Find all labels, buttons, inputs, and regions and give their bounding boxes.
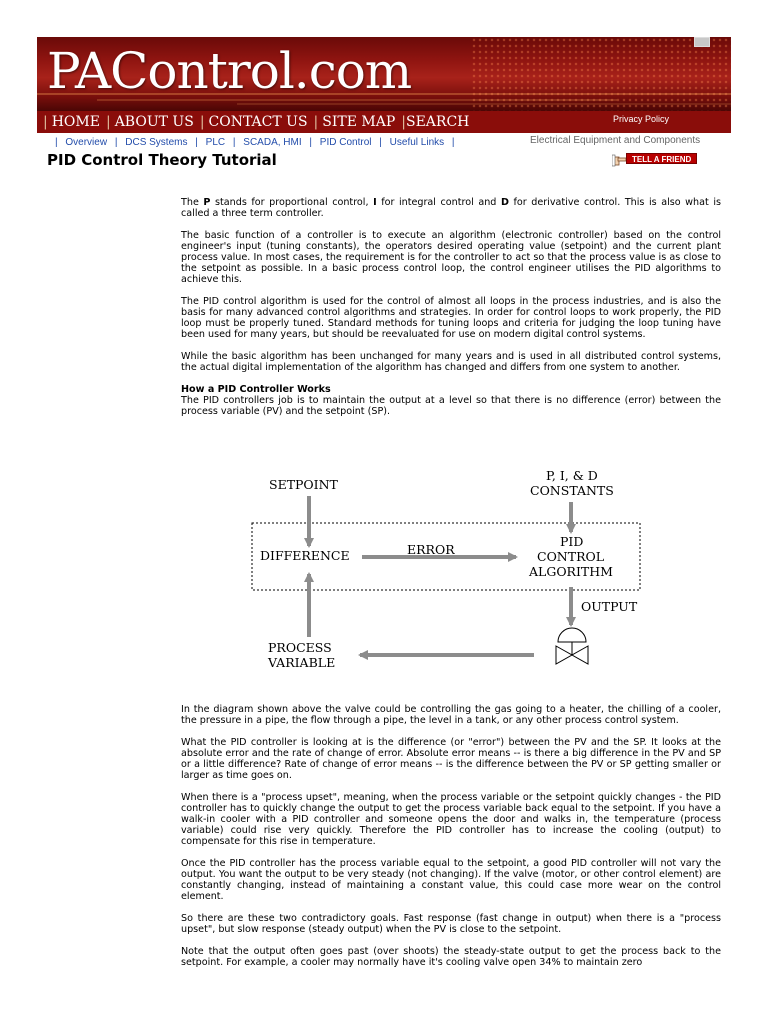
privacy-policy-link[interactable]: Privacy Policy: [613, 114, 670, 124]
label-constants-1: P, I, & D: [546, 468, 598, 483]
nav-search[interactable]: SEARCH: [405, 114, 470, 130]
nav-home[interactable]: HOME: [51, 114, 100, 130]
sub-navigation: [55, 137, 460, 148]
label-constants-2: CONSTANTS: [530, 483, 614, 498]
label-output: OUTPUT: [581, 599, 638, 614]
paragraph-intro: The P stands for proportional control, I for integral control and D for derivative control. This is also what is called a three term controller.: [181, 197, 721, 219]
pid-loop-diagram: [240, 462, 650, 687]
control-valve-icon: [556, 628, 588, 664]
pointing-hand-icon: [612, 152, 626, 165]
page-title: PID Control Theory Tutorial: [47, 151, 277, 169]
paragraph: The PID control algorithm is used for the control of almost all loops in the process industries, and is also the basis for many advanced control algorithms and strategies. In order for control loops to work properly, the PID loop must be properly tuned. Standard methods for tuning loops and criteria for judging the loop tuning have been used for many years, but should be reevaluated for use on modern digital control systems.: [181, 296, 721, 340]
nav-separator: |: [401, 114, 406, 130]
sub-separator: |: [309, 137, 313, 148]
tell-a-friend-button[interactable]: [612, 152, 697, 165]
nav-about-us[interactable]: ABOUT US: [114, 114, 194, 130]
label-pid-2: CONTROL: [537, 549, 605, 564]
sub-separator: |: [195, 137, 198, 148]
paragraph: Note that the output often goes past (over shoots) the steady-state output to get the process back to the setpoint. For example, a cooler may normally have it's cooling valve open 34% to maintain zero: [181, 946, 721, 968]
site-banner: [37, 37, 731, 111]
paragraph: While the basic algorithm has been unchanged for many years and is used in all distributed control systems, the actual digital implementation of the algorithm has changed and differs from one system to another.: [181, 351, 721, 373]
nav-contact-us[interactable]: CONTACT US: [208, 114, 308, 130]
paragraph: When there is a "process upset", meaning, when the process variable or the setpoint quickly changes - the PID controller has to quickly change the output to get the process variable back equal to the setpoint. If you have a walk-in cooler with a PID controller and someone opens the door and walks in, the temperature (process variable) could rise very quickly. Therefore the PID controller has to increase the cooling (output) to compensate for this rise in temperature.: [181, 792, 721, 847]
label-difference: DIFFERENCE: [260, 548, 350, 563]
paragraph: Once the PID controller has the process variable equal to the setpoint, a good PID controller will not vary the output. You want the output to be very steady (not changing). If the valve (motor, or other control element) are constantly changing, instead of maintaining a constant value, this could case more wear on the control element.: [181, 858, 721, 902]
label-error: ERROR: [407, 542, 455, 557]
paragraph: In the diagram shown above the valve could be controlling the gas going to a heater, the chilling of a cooler, the pressure in a pipe, the flow through a pipe, the level in a tank, or any other process control system.: [181, 704, 721, 726]
tell-a-friend-label: TELL A FRIEND: [626, 153, 697, 164]
nav-separator: |: [199, 114, 205, 130]
site-logo-title[interactable]: PAControl.com: [47, 42, 412, 100]
label-pid-1: PID: [560, 534, 584, 549]
paragraph: So there are these two contradictory goals. Fast response (fast change in output) when there is a "process upset", but slow response (steady output) when the PV is close to the setpoint.: [181, 913, 721, 935]
sub-separator: |: [114, 137, 118, 148]
sublink-plc[interactable]: PLC: [205, 137, 226, 148]
paragraph: The basic function of a controller is to execute an algorithm (electronic controller) based on the control engineer's input (tuning constants), the operators desired operating value (setpoint) and the current plant process value. In most cases, the requirement is for the controller to act so that the process value is as close to the setpoint as possible. In a basic process control loop, the control engineer utilises the PID algorithms to achieve this.: [181, 230, 721, 285]
paragraph: What the PID controller is looking at is the difference (or "error") between the PV and the SP. It looks at the absolute error and the rate of change of error. Absolute error means -- is there a big difference in the PV and SP or a little difference? Rate of change of error means -- is the difference between the PV or SP getting smaller or larger as time goes on.: [181, 737, 721, 781]
nav-separator: |: [105, 114, 111, 130]
sub-separator: |: [232, 137, 236, 148]
label-pid-3: ALGORITHM: [529, 564, 613, 579]
sublink-useful-links[interactable]: Useful Links: [389, 137, 445, 148]
sublink-pid-control[interactable]: PID Control: [319, 137, 372, 148]
label-pv-1: PROCESS: [268, 640, 332, 655]
sublink-scada-hmi[interactable]: SCADA, HMI: [243, 137, 302, 148]
nav-separator: |: [43, 114, 48, 130]
article-body: [181, 197, 721, 428]
sub-separator: |: [451, 137, 455, 148]
sub-separator: |: [379, 137, 382, 148]
sublink-overview[interactable]: Overview: [65, 137, 108, 148]
sublink-dcs-systems[interactable]: DCS Systems: [125, 137, 188, 148]
nav-site-map[interactable]: SITE MAP: [322, 114, 396, 130]
nav-separator: |: [313, 114, 319, 130]
paragraph: The PID controllers job is to maintain the output at a level so that there is no difference (error) between the process variable (PV) and the setpoint (SP).: [181, 395, 721, 417]
electrical-equipment-link[interactable]: Electrical Equipment and Components: [530, 135, 701, 146]
sub-separator: |: [55, 137, 58, 148]
label-pv-2: VARIABLE: [268, 655, 336, 670]
section-heading: How a PID Controller Works: [181, 384, 331, 395]
window-icon: [694, 37, 710, 47]
label-setpoint: SETPOINT: [269, 477, 338, 492]
article-body-continued: [181, 704, 721, 979]
